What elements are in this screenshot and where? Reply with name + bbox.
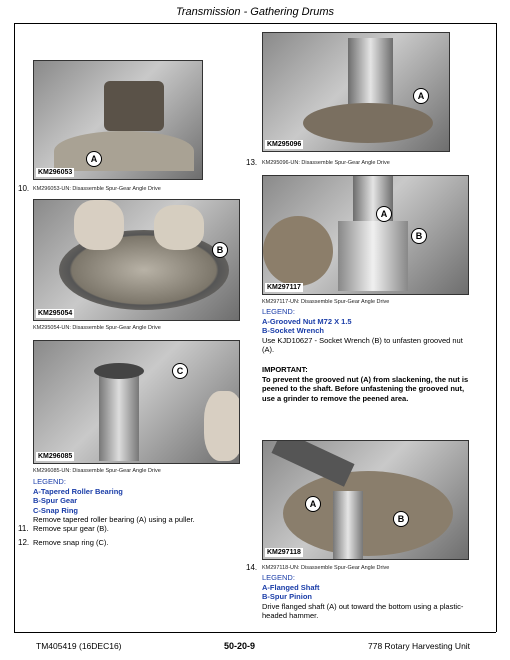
- photo-km295054: [33, 199, 240, 321]
- instruction-text: Use KJD10627 - Socket Wrench (B) to unfasten grooved nut (A).: [262, 335, 463, 354]
- step-number: 12.: [18, 538, 30, 547]
- step-number: 10.: [18, 184, 30, 193]
- photo-km297117: [262, 175, 469, 295]
- figure-label: KM297118: [267, 549, 301, 556]
- product-name: 778 Rotary Harvesting Unit: [368, 641, 471, 651]
- figure-caption: KM297117-UN: Disassemble Spur-Gear Angle Drive: [262, 299, 390, 305]
- figure-caption: KM295054-UN: Disassemble Spur-Gear Angle Drive: [33, 325, 161, 331]
- callout-c: C: [172, 363, 188, 379]
- callout-a: A: [413, 88, 429, 104]
- important-text: To prevent the grooved nut (A) from slackening, the nut is peened to the shaft. Before unfastening the grooved nut, use a grinder to remove the peened area.: [262, 374, 469, 403]
- figure-label: KM295054: [38, 310, 73, 317]
- figure-caption: KM296053-UN: Disassemble Spur-Gear Angle Drive: [33, 186, 161, 192]
- figure-label: KM296053: [38, 169, 73, 176]
- legend-item: B-Spur Pinion: [262, 592, 312, 601]
- callout-b: B: [212, 242, 228, 258]
- step-number: 13.: [246, 158, 258, 167]
- page-title: Transmission - Gathering Drums: [175, 6, 335, 18]
- step-number: 11.: [18, 524, 29, 533]
- callout-a: A: [376, 206, 392, 222]
- callout-a: A: [86, 151, 102, 167]
- footer-rule: [14, 632, 496, 633]
- legend-title: LEGEND:: [262, 573, 295, 582]
- figure-caption: KM297118-UN: Disassemble Spur-Gear Angle Drive: [262, 565, 390, 571]
- left-border: [14, 23, 15, 632]
- figure-label: KM296085: [38, 453, 73, 460]
- instruction-text: Remove tapered roller bearing (A) using a puller.: [33, 515, 195, 524]
- photo-km297118: [262, 440, 469, 560]
- legend: [262, 307, 467, 355]
- callout-b: B: [393, 511, 409, 527]
- photo-km295096: [262, 32, 450, 152]
- legend-item: A-Grooved Nut M72 X 1.5: [262, 316, 352, 326]
- legend: [262, 573, 472, 621]
- photo-km296053: [33, 60, 203, 180]
- step-text: Remove spur gear (B).: [33, 524, 109, 533]
- photo-km296085: [33, 340, 240, 464]
- legend-item: A-Tapered Roller Bearing: [33, 486, 123, 496]
- legend-title: LEGEND:: [33, 477, 66, 486]
- legend-item: B-Spur Gear: [33, 496, 78, 505]
- important-note: [262, 365, 472, 403]
- figure-label: KM297117: [267, 284, 301, 291]
- legend-item: B-Socket Wrench: [262, 326, 324, 335]
- legend-item: C-Snap Ring: [33, 505, 78, 515]
- legend-title: LEGEND:: [262, 307, 295, 316]
- right-border: [496, 23, 497, 632]
- figure-caption: KM295096-UN: Disassemble Spur-Gear Angle Drive: [262, 160, 390, 166]
- step-text: Remove snap ring (C).: [33, 538, 109, 547]
- page-number: 50-20-9: [224, 641, 256, 651]
- figure-label: KM295096: [267, 141, 302, 148]
- doc-id: TM405419 (16DEC16): [36, 641, 122, 651]
- header-rule: [14, 23, 496, 24]
- instruction-text: Drive flanged shaft (A) out toward the bottom using a plastic-headed hammer.: [262, 601, 464, 620]
- important-title: IMPORTANT:: [262, 365, 308, 374]
- step-number: 14.: [246, 563, 258, 572]
- callout-b: B: [411, 228, 427, 244]
- legend: [33, 477, 238, 525]
- callout-a: A: [305, 496, 321, 512]
- figure-caption: KM296085-UN: Disassemble Spur-Gear Angle Drive: [33, 468, 161, 474]
- legend-item: A-Flanged Shaft: [262, 582, 320, 592]
